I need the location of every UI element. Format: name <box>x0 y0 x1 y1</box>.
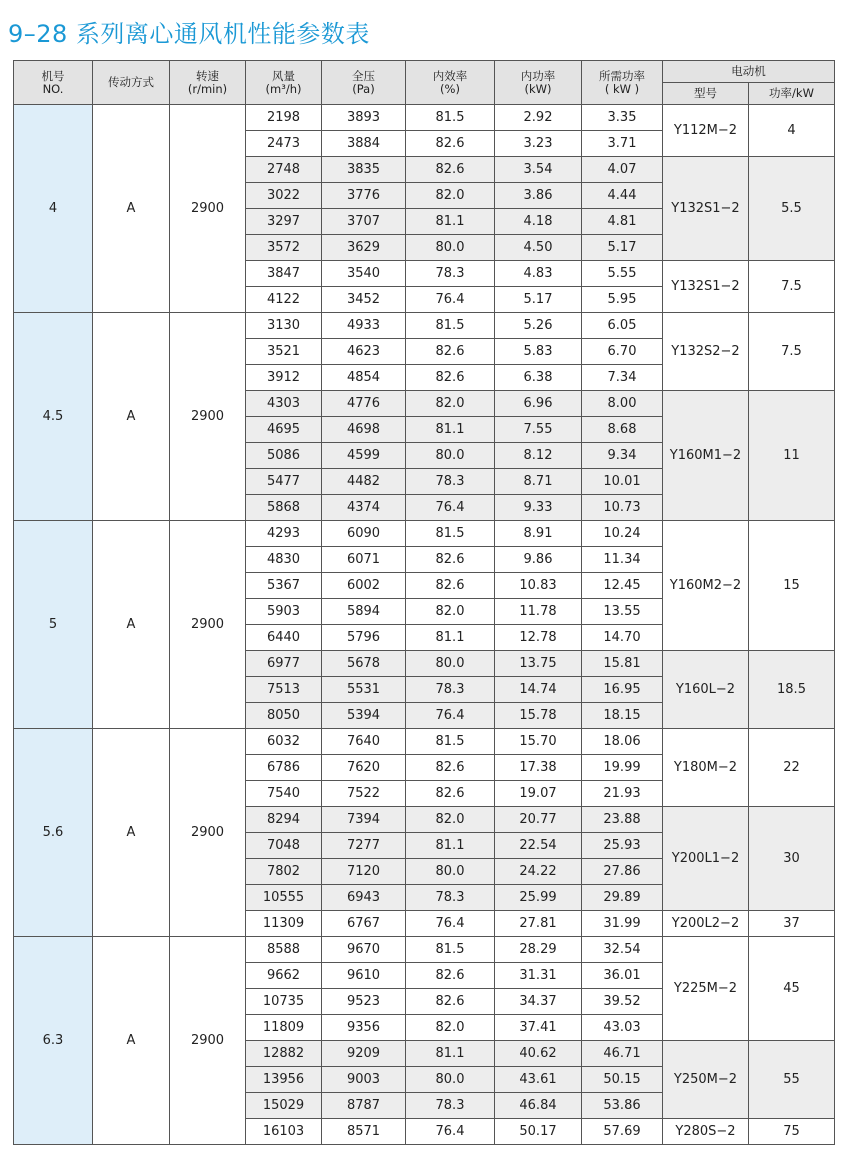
cell-required-power: 10.73 <box>582 495 663 521</box>
header-efficiency: 内效率 (%) <box>406 61 495 105</box>
cell-efficiency: 80.0 <box>406 859 495 885</box>
cell-internal-power: 8.12 <box>495 443 582 469</box>
cell-speed: 2900 <box>170 729 246 937</box>
cell-required-power: 21.93 <box>582 781 663 807</box>
table-row <box>14 521 835 547</box>
cell-internal-power: 8.71 <box>495 469 582 495</box>
cell-internal-power: 14.74 <box>495 677 582 703</box>
cell-motor-power: 22 <box>749 729 835 807</box>
cell-efficiency: 76.4 <box>406 703 495 729</box>
cell-required-power: 8.68 <box>582 417 663 443</box>
cell-flow: 6440 <box>246 625 322 651</box>
cell-pressure: 4933 <box>322 313 406 339</box>
cell-motor-model: Y160L−2 <box>663 651 749 729</box>
cell-required-power: 10.24 <box>582 521 663 547</box>
cell-motor-model: Y225M−2 <box>663 937 749 1041</box>
table-row <box>14 937 835 963</box>
cell-efficiency: 76.4 <box>406 495 495 521</box>
cell-pressure: 8787 <box>322 1093 406 1119</box>
cell-required-power: 3.71 <box>582 131 663 157</box>
cell-efficiency: 78.3 <box>406 261 495 287</box>
cell-internal-power: 28.29 <box>495 937 582 963</box>
cell-pressure: 9209 <box>322 1041 406 1067</box>
cell-efficiency: 76.4 <box>406 1119 495 1145</box>
cell-internal-power: 40.62 <box>495 1041 582 1067</box>
cell-speed: 2900 <box>170 105 246 313</box>
cell-internal-power: 4.18 <box>495 209 582 235</box>
cell-flow: 6032 <box>246 729 322 755</box>
cell-required-power: 3.35 <box>582 105 663 131</box>
cell-flow: 3297 <box>246 209 322 235</box>
cell-flow: 3847 <box>246 261 322 287</box>
cell-efficiency: 78.3 <box>406 677 495 703</box>
cell-efficiency: 81.5 <box>406 937 495 963</box>
table-row <box>14 729 835 755</box>
cell-required-power: 15.81 <box>582 651 663 677</box>
cell-flow: 5086 <box>246 443 322 469</box>
cell-efficiency: 80.0 <box>406 235 495 261</box>
cell-motor-model: Y280S−2 <box>663 1119 749 1145</box>
cell-flow: 4830 <box>246 547 322 573</box>
cell-internal-power: 15.78 <box>495 703 582 729</box>
cell-internal-power: 2.92 <box>495 105 582 131</box>
cell-pressure: 4599 <box>322 443 406 469</box>
cell-efficiency: 81.5 <box>406 313 495 339</box>
cell-drive-type: A <box>93 313 170 521</box>
cell-fan-no: 5 <box>14 521 93 729</box>
cell-required-power: 19.99 <box>582 755 663 781</box>
cell-pressure: 5394 <box>322 703 406 729</box>
cell-internal-power: 3.23 <box>495 131 582 157</box>
header-drive: 传动方式 <box>93 61 170 105</box>
fan-performance-table <box>13 60 835 1145</box>
cell-efficiency: 82.6 <box>406 755 495 781</box>
cell-required-power: 11.34 <box>582 547 663 573</box>
cell-internal-power: 6.96 <box>495 391 582 417</box>
cell-internal-power: 3.86 <box>495 183 582 209</box>
cell-pressure: 9523 <box>322 989 406 1015</box>
cell-efficiency: 82.6 <box>406 365 495 391</box>
cell-required-power: 39.52 <box>582 989 663 1015</box>
cell-motor-model: Y180M−2 <box>663 729 749 807</box>
cell-flow: 5477 <box>246 469 322 495</box>
cell-required-power: 46.71 <box>582 1041 663 1067</box>
cell-motor-power: 4 <box>749 105 835 157</box>
cell-motor-power: 30 <box>749 807 835 911</box>
cell-required-power: 7.34 <box>582 365 663 391</box>
cell-required-power: 27.86 <box>582 859 663 885</box>
cell-efficiency: 82.0 <box>406 183 495 209</box>
cell-efficiency: 82.6 <box>406 573 495 599</box>
cell-drive-type: A <box>93 937 170 1145</box>
cell-required-power: 43.03 <box>582 1015 663 1041</box>
cell-flow: 3912 <box>246 365 322 391</box>
cell-pressure: 4854 <box>322 365 406 391</box>
cell-efficiency: 81.5 <box>406 105 495 131</box>
cell-pressure: 3540 <box>322 261 406 287</box>
cell-internal-power: 4.50 <box>495 235 582 261</box>
header-motor-model: 型号 <box>663 83 749 105</box>
cell-efficiency: 81.1 <box>406 1041 495 1067</box>
cell-motor-power: 5.5 <box>749 157 835 261</box>
cell-flow: 9662 <box>246 963 322 989</box>
cell-internal-power: 11.78 <box>495 599 582 625</box>
cell-efficiency: 82.6 <box>406 963 495 989</box>
cell-pressure: 6943 <box>322 885 406 911</box>
cell-required-power: 4.81 <box>582 209 663 235</box>
cell-motor-model: Y200L2−2 <box>663 911 749 937</box>
cell-efficiency: 82.0 <box>406 807 495 833</box>
cell-required-power: 25.93 <box>582 833 663 859</box>
cell-efficiency: 82.6 <box>406 157 495 183</box>
cell-motor-power: 15 <box>749 521 835 651</box>
cell-flow: 13956 <box>246 1067 322 1093</box>
cell-flow: 4293 <box>246 521 322 547</box>
cell-pressure: 3884 <box>322 131 406 157</box>
cell-flow: 5903 <box>246 599 322 625</box>
cell-required-power: 32.54 <box>582 937 663 963</box>
cell-motor-model: Y132S1−2 <box>663 261 749 313</box>
cell-efficiency: 82.0 <box>406 1015 495 1041</box>
cell-flow: 2473 <box>246 131 322 157</box>
cell-efficiency: 78.3 <box>406 1093 495 1119</box>
cell-internal-power: 10.83 <box>495 573 582 599</box>
cell-motor-power: 7.5 <box>749 313 835 391</box>
cell-flow: 2748 <box>246 157 322 183</box>
cell-required-power: 5.55 <box>582 261 663 287</box>
cell-flow: 3130 <box>246 313 322 339</box>
cell-pressure: 5678 <box>322 651 406 677</box>
cell-efficiency: 81.5 <box>406 729 495 755</box>
cell-drive-type: A <box>93 729 170 937</box>
cell-flow: 3572 <box>246 235 322 261</box>
cell-internal-power: 34.37 <box>495 989 582 1015</box>
page-title: 9–28 系列离心通风机性能参数表 <box>8 20 370 48</box>
cell-flow: 5868 <box>246 495 322 521</box>
cell-flow: 6977 <box>246 651 322 677</box>
cell-motor-power: 18.5 <box>749 651 835 729</box>
cell-flow: 2198 <box>246 105 322 131</box>
cell-flow: 15029 <box>246 1093 322 1119</box>
cell-efficiency: 82.6 <box>406 781 495 807</box>
cell-pressure: 9356 <box>322 1015 406 1041</box>
cell-pressure: 3893 <box>322 105 406 131</box>
cell-flow: 7802 <box>246 859 322 885</box>
cell-flow: 7048 <box>246 833 322 859</box>
cell-required-power: 4.07 <box>582 157 663 183</box>
cell-pressure: 6090 <box>322 521 406 547</box>
cell-fan-no: 4.5 <box>14 313 93 521</box>
cell-drive-type: A <box>93 105 170 313</box>
cell-motor-model: Y250M−2 <box>663 1041 749 1119</box>
cell-pressure: 9610 <box>322 963 406 989</box>
cell-required-power: 4.44 <box>582 183 663 209</box>
cell-pressure: 7522 <box>322 781 406 807</box>
cell-efficiency: 82.0 <box>406 391 495 417</box>
cell-internal-power: 6.38 <box>495 365 582 391</box>
cell-internal-power: 22.54 <box>495 833 582 859</box>
cell-efficiency: 76.4 <box>406 287 495 313</box>
cell-internal-power: 12.78 <box>495 625 582 651</box>
cell-internal-power: 19.07 <box>495 781 582 807</box>
cell-internal-power: 20.77 <box>495 807 582 833</box>
table-row <box>14 313 835 339</box>
cell-flow: 3521 <box>246 339 322 365</box>
cell-internal-power: 5.26 <box>495 313 582 339</box>
cell-pressure: 7277 <box>322 833 406 859</box>
cell-internal-power: 15.70 <box>495 729 582 755</box>
cell-pressure: 5796 <box>322 625 406 651</box>
cell-internal-power: 17.38 <box>495 755 582 781</box>
cell-efficiency: 78.3 <box>406 885 495 911</box>
cell-fan-no: 6.3 <box>14 937 93 1145</box>
cell-required-power: 57.69 <box>582 1119 663 1145</box>
cell-pressure: 4698 <box>322 417 406 443</box>
cell-pressure: 3707 <box>322 209 406 235</box>
cell-flow: 8050 <box>246 703 322 729</box>
cell-internal-power: 7.55 <box>495 417 582 443</box>
cell-motor-model: Y160M1−2 <box>663 391 749 521</box>
cell-efficiency: 76.4 <box>406 911 495 937</box>
cell-required-power: 9.34 <box>582 443 663 469</box>
cell-required-power: 5.95 <box>582 287 663 313</box>
cell-efficiency: 80.0 <box>406 1067 495 1093</box>
cell-required-power: 29.89 <box>582 885 663 911</box>
table-row <box>14 105 835 131</box>
cell-motor-power: 45 <box>749 937 835 1041</box>
header-no: 机号 NO. <box>14 61 93 105</box>
cell-efficiency: 81.1 <box>406 625 495 651</box>
cell-required-power: 18.15 <box>582 703 663 729</box>
cell-required-power: 10.01 <box>582 469 663 495</box>
cell-efficiency: 80.0 <box>406 443 495 469</box>
cell-required-power: 23.88 <box>582 807 663 833</box>
cell-pressure: 7640 <box>322 729 406 755</box>
cell-internal-power: 50.17 <box>495 1119 582 1145</box>
header-speed: 转速 (r/min) <box>170 61 246 105</box>
cell-required-power: 5.17 <box>582 235 663 261</box>
cell-required-power: 16.95 <box>582 677 663 703</box>
cell-efficiency: 81.1 <box>406 417 495 443</box>
cell-pressure: 3776 <box>322 183 406 209</box>
cell-required-power: 8.00 <box>582 391 663 417</box>
cell-speed: 2900 <box>170 313 246 521</box>
cell-pressure: 7120 <box>322 859 406 885</box>
cell-required-power: 6.70 <box>582 339 663 365</box>
cell-internal-power: 4.83 <box>495 261 582 287</box>
cell-internal-power: 5.83 <box>495 339 582 365</box>
cell-motor-model: Y112M−2 <box>663 105 749 157</box>
header-required-power: 所需功率 ( kW ) <box>582 61 663 105</box>
cell-efficiency: 81.1 <box>406 833 495 859</box>
cell-pressure: 7620 <box>322 755 406 781</box>
cell-flow: 4122 <box>246 287 322 313</box>
cell-flow: 4695 <box>246 417 322 443</box>
cell-required-power: 50.15 <box>582 1067 663 1093</box>
cell-required-power: 53.86 <box>582 1093 663 1119</box>
cell-pressure: 4623 <box>322 339 406 365</box>
cell-efficiency: 81.5 <box>406 521 495 547</box>
cell-flow: 8294 <box>246 807 322 833</box>
cell-flow: 12882 <box>246 1041 322 1067</box>
cell-motor-power: 11 <box>749 391 835 521</box>
header-motor: 电动机 <box>663 61 835 83</box>
cell-internal-power: 46.84 <box>495 1093 582 1119</box>
cell-motor-model: Y132S2−2 <box>663 313 749 391</box>
cell-required-power: 13.55 <box>582 599 663 625</box>
cell-required-power: 18.06 <box>582 729 663 755</box>
cell-drive-type: A <box>93 521 170 729</box>
cell-motor-model: Y200L1−2 <box>663 807 749 911</box>
cell-internal-power: 13.75 <box>495 651 582 677</box>
cell-flow: 16103 <box>246 1119 322 1145</box>
cell-flow: 7540 <box>246 781 322 807</box>
cell-internal-power: 31.31 <box>495 963 582 989</box>
cell-flow: 10735 <box>246 989 322 1015</box>
cell-efficiency: 82.0 <box>406 599 495 625</box>
cell-internal-power: 9.33 <box>495 495 582 521</box>
cell-flow: 11309 <box>246 911 322 937</box>
cell-speed: 2900 <box>170 521 246 729</box>
cell-efficiency: 82.6 <box>406 339 495 365</box>
cell-pressure: 9670 <box>322 937 406 963</box>
cell-efficiency: 78.3 <box>406 469 495 495</box>
cell-motor-model: Y132S1−2 <box>663 157 749 261</box>
cell-pressure: 5531 <box>322 677 406 703</box>
cell-pressure: 4374 <box>322 495 406 521</box>
cell-pressure: 3835 <box>322 157 406 183</box>
cell-pressure: 3629 <box>322 235 406 261</box>
cell-flow: 10555 <box>246 885 322 911</box>
cell-flow: 11809 <box>246 1015 322 1041</box>
header-internal-power: 内功率 (kW) <box>495 61 582 105</box>
cell-internal-power: 9.86 <box>495 547 582 573</box>
cell-motor-model: Y160M2−2 <box>663 521 749 651</box>
cell-internal-power: 5.17 <box>495 287 582 313</box>
cell-pressure: 6002 <box>322 573 406 599</box>
cell-pressure: 3452 <box>322 287 406 313</box>
cell-pressure: 9003 <box>322 1067 406 1093</box>
cell-motor-power: 55 <box>749 1041 835 1119</box>
cell-efficiency: 81.1 <box>406 209 495 235</box>
cell-required-power: 6.05 <box>582 313 663 339</box>
cell-internal-power: 27.81 <box>495 911 582 937</box>
cell-flow: 4303 <box>246 391 322 417</box>
cell-pressure: 4482 <box>322 469 406 495</box>
cell-efficiency: 82.6 <box>406 131 495 157</box>
cell-fan-no: 5.6 <box>14 729 93 937</box>
cell-internal-power: 8.91 <box>495 521 582 547</box>
cell-internal-power: 24.22 <box>495 859 582 885</box>
header-flow: 风量 (m³/h) <box>246 61 322 105</box>
cell-internal-power: 37.41 <box>495 1015 582 1041</box>
cell-required-power: 12.45 <box>582 573 663 599</box>
cell-motor-power: 37 <box>749 911 835 937</box>
cell-speed: 2900 <box>170 937 246 1145</box>
cell-motor-power: 75 <box>749 1119 835 1145</box>
cell-pressure: 8571 <box>322 1119 406 1145</box>
header-pressure: 全压 (Pa) <box>322 61 406 105</box>
cell-efficiency: 80.0 <box>406 651 495 677</box>
cell-internal-power: 25.99 <box>495 885 582 911</box>
cell-required-power: 14.70 <box>582 625 663 651</box>
cell-required-power: 31.99 <box>582 911 663 937</box>
cell-required-power: 36.01 <box>582 963 663 989</box>
cell-pressure: 5894 <box>322 599 406 625</box>
cell-pressure: 4776 <box>322 391 406 417</box>
cell-flow: 5367 <box>246 573 322 599</box>
cell-flow: 8588 <box>246 937 322 963</box>
cell-pressure: 7394 <box>322 807 406 833</box>
cell-pressure: 6767 <box>322 911 406 937</box>
cell-motor-power: 7.5 <box>749 261 835 313</box>
cell-internal-power: 43.61 <box>495 1067 582 1093</box>
cell-flow: 7513 <box>246 677 322 703</box>
cell-efficiency: 82.6 <box>406 547 495 573</box>
cell-efficiency: 82.6 <box>406 989 495 1015</box>
cell-internal-power: 3.54 <box>495 157 582 183</box>
cell-flow: 6786 <box>246 755 322 781</box>
cell-pressure: 6071 <box>322 547 406 573</box>
header-motor-power: 功率/kW <box>749 83 835 105</box>
cell-fan-no: 4 <box>14 105 93 313</box>
cell-flow: 3022 <box>246 183 322 209</box>
